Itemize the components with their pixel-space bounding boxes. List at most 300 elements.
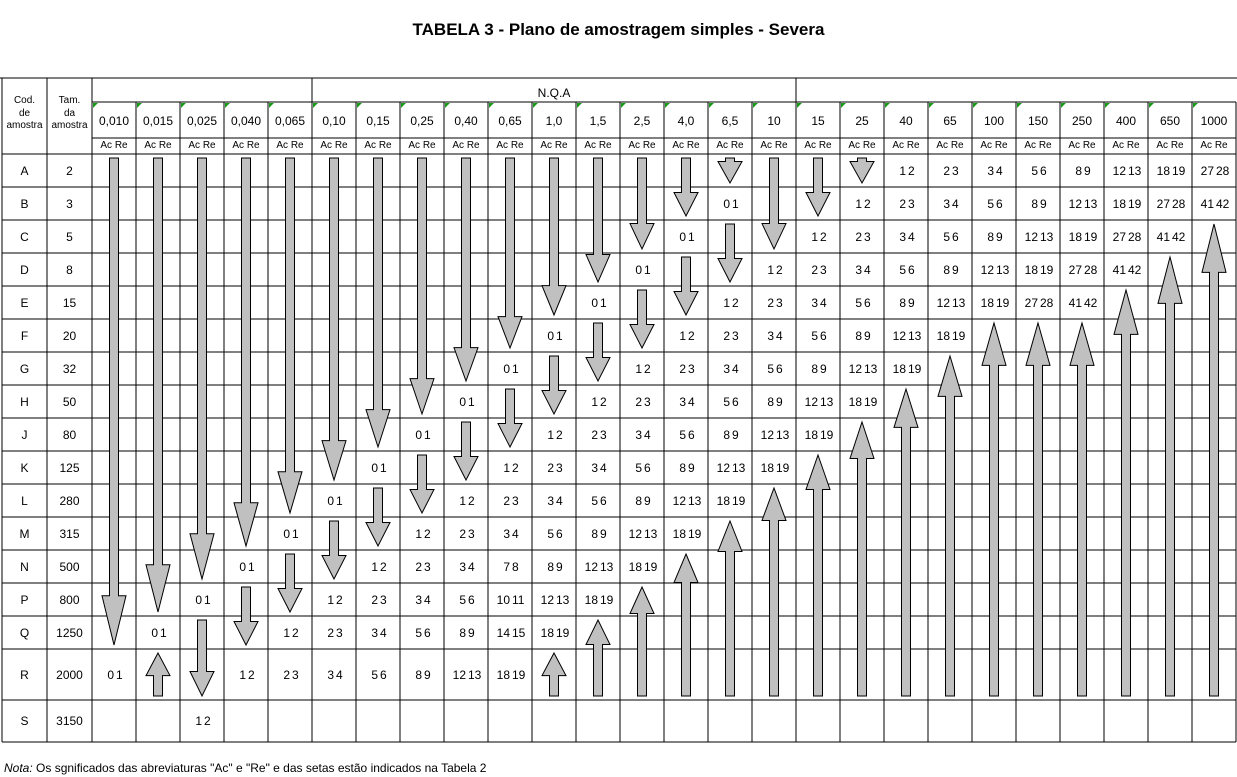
re-value: 1 <box>336 493 343 508</box>
re-value: 4 <box>864 262 871 277</box>
ac-value: 12 <box>540 592 554 607</box>
ac-value: 12 <box>760 427 774 442</box>
ac-value: 12 <box>892 328 906 343</box>
re-value: 4 <box>336 667 343 682</box>
re-value: 19 <box>600 592 614 607</box>
re-value: 1 <box>160 625 167 640</box>
ac-value: 3 <box>987 163 994 178</box>
green-corner-mark <box>797 103 802 108</box>
ac-value: 1 <box>283 625 290 640</box>
row-sample-size: 5 <box>66 229 73 244</box>
ac-value: 2 <box>723 328 730 343</box>
re-value: 6 <box>1040 163 1047 178</box>
ac-value: 18 <box>804 427 818 442</box>
re-value: 6 <box>424 625 431 640</box>
re-value: 6 <box>556 526 563 541</box>
nqa-level: 1,0 <box>545 114 563 128</box>
row-sample-size: 50 <box>62 394 77 409</box>
up-arrow-icon <box>718 521 742 696</box>
nqa-level: 2,5 <box>633 114 651 128</box>
re-value: 4 <box>908 229 915 244</box>
nqa-level: 4,0 <box>677 114 695 128</box>
re-value: 3 <box>468 526 475 541</box>
re-value: 6 <box>996 196 1003 211</box>
ac-value: 3 <box>371 625 378 640</box>
re-value: 2 <box>644 361 651 376</box>
tam-amostra-header: Tam. da amostra <box>51 95 88 131</box>
re-value: 2 <box>248 667 255 682</box>
ac-value: 5 <box>811 328 818 343</box>
ac-value: 0 <box>723 196 730 211</box>
ac-value: 1 <box>371 559 378 574</box>
ac-value: 8 <box>855 328 862 343</box>
row-code: N <box>20 559 29 574</box>
ac-value: 1 <box>899 163 906 178</box>
ac-value: 8 <box>415 667 422 682</box>
re-value: 19 <box>996 295 1010 310</box>
ac-value: 2 <box>811 262 818 277</box>
ac-value: 2 <box>899 196 906 211</box>
nqa-level: 100 <box>983 114 1005 128</box>
re-value: 13 <box>864 361 878 376</box>
ac-re-label: Ac Re <box>628 140 656 151</box>
ac-value: 1 <box>195 714 202 728</box>
up-arrow-icon <box>850 422 874 696</box>
ac-value: 14 <box>496 625 510 640</box>
re-value: 3 <box>688 361 695 376</box>
ac-value: 18 <box>584 592 598 607</box>
row-sample-size: 20 <box>62 328 77 343</box>
down-arrow-icon <box>190 620 214 696</box>
re-value: 3 <box>952 163 959 178</box>
nqa-level: 15 <box>811 114 825 128</box>
nqa-level: 650 <box>1159 114 1181 128</box>
re-value: 19 <box>1040 262 1054 277</box>
ac-value: 3 <box>635 427 642 442</box>
re-value: 4 <box>380 625 387 640</box>
ac-re-label: Ac Re <box>672 140 700 151</box>
re-value: 15 <box>512 625 526 640</box>
ac-value: 1 <box>679 328 686 343</box>
ac-value: 18 <box>760 460 774 475</box>
ac-value: 2 <box>855 229 862 244</box>
re-value: 6 <box>908 262 915 277</box>
re-value: 6 <box>732 394 739 409</box>
ac-value: 8 <box>811 361 818 376</box>
re-value: 13 <box>556 592 570 607</box>
ac-value: 2 <box>459 526 466 541</box>
ac-value: 0 <box>547 328 554 343</box>
row-code: M <box>19 526 30 541</box>
ac-value: 27 <box>1200 163 1214 178</box>
ac-value: 2 <box>943 163 950 178</box>
footnote <box>4 761 486 775</box>
ac-value: 0 <box>151 625 158 640</box>
re-value: 1 <box>688 229 695 244</box>
ac-value: 5 <box>855 295 862 310</box>
ac-re-label: Ac Re <box>760 140 788 151</box>
green-corner-mark <box>489 103 494 108</box>
ac-value: 0 <box>679 229 686 244</box>
ac-value: 3 <box>899 229 906 244</box>
ac-value: 1 <box>635 361 642 376</box>
ac-re-label: Ac Re <box>892 140 920 151</box>
nqa-level: 0,10 <box>322 114 346 128</box>
row-sample-size: 800 <box>59 592 80 607</box>
ac-re-label: Ac Re <box>276 140 304 151</box>
ac-re-label: Ac Re <box>452 140 480 151</box>
ac-value: 5 <box>1031 163 1038 178</box>
ac-value: 0 <box>327 493 334 508</box>
re-value: 4 <box>732 361 739 376</box>
green-corner-mark <box>929 103 934 108</box>
ac-value: 12 <box>1068 196 1082 211</box>
ac-value: 0 <box>195 592 202 607</box>
up-arrow-icon <box>938 356 962 696</box>
re-value: 9 <box>600 526 607 541</box>
re-value: 9 <box>556 559 563 574</box>
ac-value: 5 <box>723 394 730 409</box>
ac-value: 27 <box>1156 196 1170 211</box>
re-value: 9 <box>996 229 1003 244</box>
ac-value: 2 <box>767 295 774 310</box>
re-value: 2 <box>600 394 607 409</box>
re-value: 1 <box>292 526 299 541</box>
nqa-header: N.Q.A <box>537 86 571 100</box>
re-value: 9 <box>864 328 871 343</box>
re-value: 4 <box>996 163 1003 178</box>
re-value: 2 <box>732 295 739 310</box>
re-value: 9 <box>468 625 475 640</box>
green-corner-mark <box>93 103 98 108</box>
ac-value: 3 <box>811 295 818 310</box>
re-value: 2 <box>776 262 783 277</box>
re-value: 13 <box>908 328 922 343</box>
re-value: 3 <box>864 229 871 244</box>
ac-value: 12 <box>1112 163 1126 178</box>
nqa-level: 40 <box>899 114 913 128</box>
ac-value: 12 <box>628 526 642 541</box>
ac-re-label: Ac Re <box>980 140 1008 151</box>
up-arrow-icon <box>1158 257 1182 696</box>
re-value: 1 <box>644 262 651 277</box>
re-value: 19 <box>732 493 746 508</box>
ac-value: 8 <box>723 427 730 442</box>
row-sample-size: 32 <box>62 361 77 376</box>
ac-value: 3 <box>679 394 686 409</box>
ac-value: 18 <box>1156 163 1170 178</box>
ac-value: 12 <box>980 262 994 277</box>
ac-value: 5 <box>371 667 378 682</box>
row-code: L <box>21 493 28 508</box>
ac-value: 0 <box>635 262 642 277</box>
re-value: 4 <box>424 592 431 607</box>
row-sample-size: 125 <box>59 460 80 475</box>
ac-re-label: Ac Re <box>1200 140 1228 151</box>
re-value: 2 <box>204 714 211 728</box>
re-value: 6 <box>380 667 387 682</box>
ac-re-label: Ac Re <box>188 140 216 151</box>
ac-re-label: Ac Re <box>1156 140 1184 151</box>
green-corner-mark <box>1193 103 1198 108</box>
re-value: 4 <box>688 394 695 409</box>
ac-value: 12 <box>936 295 950 310</box>
ac-value: 5 <box>635 460 642 475</box>
ac-value: 18 <box>1024 262 1038 277</box>
ac-value: 0 <box>503 361 510 376</box>
re-value: 2 <box>292 625 299 640</box>
down-arrow-icon <box>190 158 214 579</box>
ac-value: 18 <box>672 526 686 541</box>
re-value: 13 <box>1084 196 1098 211</box>
re-value: 6 <box>600 493 607 508</box>
ac-value: 2 <box>327 625 334 640</box>
row-code: D <box>20 262 29 277</box>
green-corner-mark <box>885 103 890 108</box>
nqa-level: 65 <box>943 114 957 128</box>
ac-value: 0 <box>371 460 378 475</box>
ac-value: 18 <box>980 295 994 310</box>
re-value: 9 <box>1084 163 1091 178</box>
down-arrow-icon <box>762 158 786 249</box>
re-value: 9 <box>424 667 431 682</box>
re-value: 2 <box>556 427 563 442</box>
re-value: 8 <box>512 559 519 574</box>
ac-value: 8 <box>943 262 950 277</box>
ac-re-label: Ac Re <box>144 140 172 151</box>
ac-value: 27 <box>1112 229 1126 244</box>
re-value: 42 <box>1216 196 1230 211</box>
re-value: 2 <box>336 592 343 607</box>
nqa-level: 1000 <box>1200 114 1228 128</box>
re-value: 1 <box>248 559 255 574</box>
ac-value: 27 <box>1024 295 1038 310</box>
re-value: 42 <box>1172 229 1186 244</box>
ac-re-label: Ac Re <box>1024 140 1052 151</box>
ac-value: 2 <box>371 592 378 607</box>
nqa-level: 10 <box>767 114 781 128</box>
ac-value: 12 <box>716 460 730 475</box>
up-arrow-icon <box>674 554 698 696</box>
up-arrow-icon <box>982 323 1006 696</box>
ac-value: 1 <box>591 394 598 409</box>
ac-value: 5 <box>591 493 598 508</box>
up-arrow-icon <box>1026 323 1050 696</box>
green-corner-mark <box>973 103 978 108</box>
re-value: 19 <box>556 625 570 640</box>
ac-value: 18 <box>1112 196 1126 211</box>
ac-value: 0 <box>239 559 246 574</box>
re-value: 13 <box>644 526 658 541</box>
down-arrow-icon <box>542 158 566 315</box>
ac-value: 5 <box>943 229 950 244</box>
re-value: 13 <box>776 427 790 442</box>
ac-value: 3 <box>547 493 554 508</box>
re-value: 1 <box>600 295 607 310</box>
up-arrow-icon <box>894 389 918 696</box>
nqa-level: 250 <box>1071 114 1093 128</box>
re-value: 6 <box>820 328 827 343</box>
re-value: 13 <box>688 493 702 508</box>
up-arrow-icon <box>762 488 786 696</box>
ac-value: 41 <box>1156 229 1170 244</box>
re-value: 28 <box>1040 295 1054 310</box>
ac-value: 8 <box>987 229 994 244</box>
nqa-level: 0,040 <box>230 114 262 128</box>
re-value: 3 <box>336 625 343 640</box>
re-value: 6 <box>468 592 475 607</box>
re-value: 11 <box>512 592 525 607</box>
re-value: 13 <box>1128 163 1142 178</box>
row-code: P <box>20 592 29 607</box>
ac-value: 12 <box>804 394 818 409</box>
row-code: H <box>20 394 29 409</box>
nqa-level: 0,010 <box>98 114 130 128</box>
nqa-level: 0,015 <box>142 114 174 128</box>
green-corner-mark <box>225 103 230 108</box>
down-arrow-icon <box>278 158 302 513</box>
ac-value: 1 <box>503 460 510 475</box>
re-value: 9 <box>952 262 959 277</box>
row-sample-size: 80 <box>62 427 77 442</box>
row-sample-size: 3150 <box>56 714 83 728</box>
up-arrow-icon <box>542 653 566 696</box>
ac-value: 3 <box>855 262 862 277</box>
re-value: 28 <box>1084 262 1098 277</box>
ac-value: 8 <box>459 625 466 640</box>
re-value: 19 <box>1128 196 1142 211</box>
re-value: 9 <box>644 493 651 508</box>
re-value: 13 <box>996 262 1010 277</box>
table-title: TABELA 3 - Plano de amostragem simples - Severa <box>412 20 825 39</box>
down-arrow-icon <box>718 158 742 183</box>
green-corner-mark <box>445 103 450 108</box>
row-code: B <box>20 196 29 211</box>
ac-re-label: Ac Re <box>936 140 964 151</box>
footnote-prefix: Nota: <box>4 761 33 775</box>
nqa-level: 0,40 <box>454 114 478 128</box>
ac-value: 2 <box>283 667 290 682</box>
ac-value: 2 <box>503 493 510 508</box>
ac-value: 3 <box>415 592 422 607</box>
re-value: 1 <box>116 667 123 682</box>
ac-value: 2 <box>679 361 686 376</box>
up-arrow-icon <box>1114 290 1138 696</box>
ac-value: 1 <box>723 295 730 310</box>
re-value: 13 <box>1040 229 1054 244</box>
nqa-level: 0,065 <box>274 114 306 128</box>
ac-value: 2 <box>547 460 554 475</box>
nqa-level: 0,025 <box>186 114 218 128</box>
green-corner-mark <box>401 103 406 108</box>
down-arrow-icon <box>630 158 654 249</box>
re-value: 19 <box>1084 229 1098 244</box>
re-value: 3 <box>600 427 607 442</box>
re-value: 28 <box>1128 229 1142 244</box>
row-code: R <box>20 667 29 682</box>
ac-value: 18 <box>540 625 554 640</box>
re-value: 1 <box>556 328 563 343</box>
row-code: A <box>20 163 29 178</box>
nqa-level: 0,25 <box>410 114 434 128</box>
row-code: J <box>21 427 28 442</box>
ac-value: 5 <box>459 592 466 607</box>
ac-value: 18 <box>496 667 510 682</box>
re-value: 6 <box>688 427 695 442</box>
ac-value: 8 <box>547 559 554 574</box>
ac-value: 1 <box>459 493 466 508</box>
row-sample-size: 2 <box>66 163 73 178</box>
re-value: 13 <box>952 295 966 310</box>
re-value: 3 <box>424 559 431 574</box>
re-value: 1 <box>732 196 739 211</box>
nqa-level: 0,15 <box>366 114 390 128</box>
re-value: 6 <box>644 460 651 475</box>
re-value: 6 <box>776 361 783 376</box>
green-corner-mark <box>577 103 582 108</box>
ac-re-label: Ac Re <box>1068 140 1096 151</box>
ac-value: 12 <box>584 559 598 574</box>
down-arrow-icon <box>366 158 390 447</box>
re-value: 19 <box>776 460 790 475</box>
re-value: 1 <box>424 427 431 442</box>
ac-value: 8 <box>591 526 598 541</box>
re-value: 1 <box>468 394 475 409</box>
re-value: 13 <box>600 559 614 574</box>
re-value: 3 <box>732 328 739 343</box>
re-value: 3 <box>556 460 563 475</box>
ac-re-label: Ac Re <box>848 140 876 151</box>
ac-value: 18 <box>892 361 906 376</box>
re-value: 4 <box>820 295 827 310</box>
ac-value: 12 <box>452 667 466 682</box>
ac-value: 0 <box>591 295 598 310</box>
ac-value: 8 <box>679 460 686 475</box>
ac-value: 5 <box>679 427 686 442</box>
row-code: C <box>20 229 29 244</box>
ac-value: 1 <box>767 262 774 277</box>
ac-re-label: Ac Re <box>716 140 744 151</box>
ac-value: 2 <box>635 394 642 409</box>
row-code: F <box>20 328 29 343</box>
green-corner-mark <box>1017 103 1022 108</box>
ac-value: 1 <box>547 427 554 442</box>
row-sample-size: 1250 <box>56 625 83 640</box>
re-value: 4 <box>776 328 783 343</box>
ac-value: 5 <box>899 262 906 277</box>
down-arrow-icon <box>850 158 874 183</box>
up-arrow-icon <box>586 620 610 696</box>
ac-value: 8 <box>1075 163 1082 178</box>
ac-value: 5 <box>987 196 994 211</box>
ac-value: 3 <box>503 526 510 541</box>
ac-value: 18 <box>848 394 862 409</box>
re-value: 1 <box>380 460 387 475</box>
ac-re-label: Ac Re <box>496 140 524 151</box>
re-value: 3 <box>380 592 387 607</box>
row-sample-size: 315 <box>59 526 80 541</box>
re-value: 42 <box>1084 295 1098 310</box>
re-value: 6 <box>952 229 959 244</box>
re-value: 2 <box>512 460 519 475</box>
down-arrow-icon <box>102 158 126 645</box>
re-value: 3 <box>644 394 651 409</box>
ac-re-label: Ac Re <box>1112 140 1140 151</box>
re-value: 9 <box>820 361 827 376</box>
ac-re-label: Ac Re <box>232 140 260 151</box>
re-value: 3 <box>776 295 783 310</box>
ac-value: 3 <box>591 460 598 475</box>
